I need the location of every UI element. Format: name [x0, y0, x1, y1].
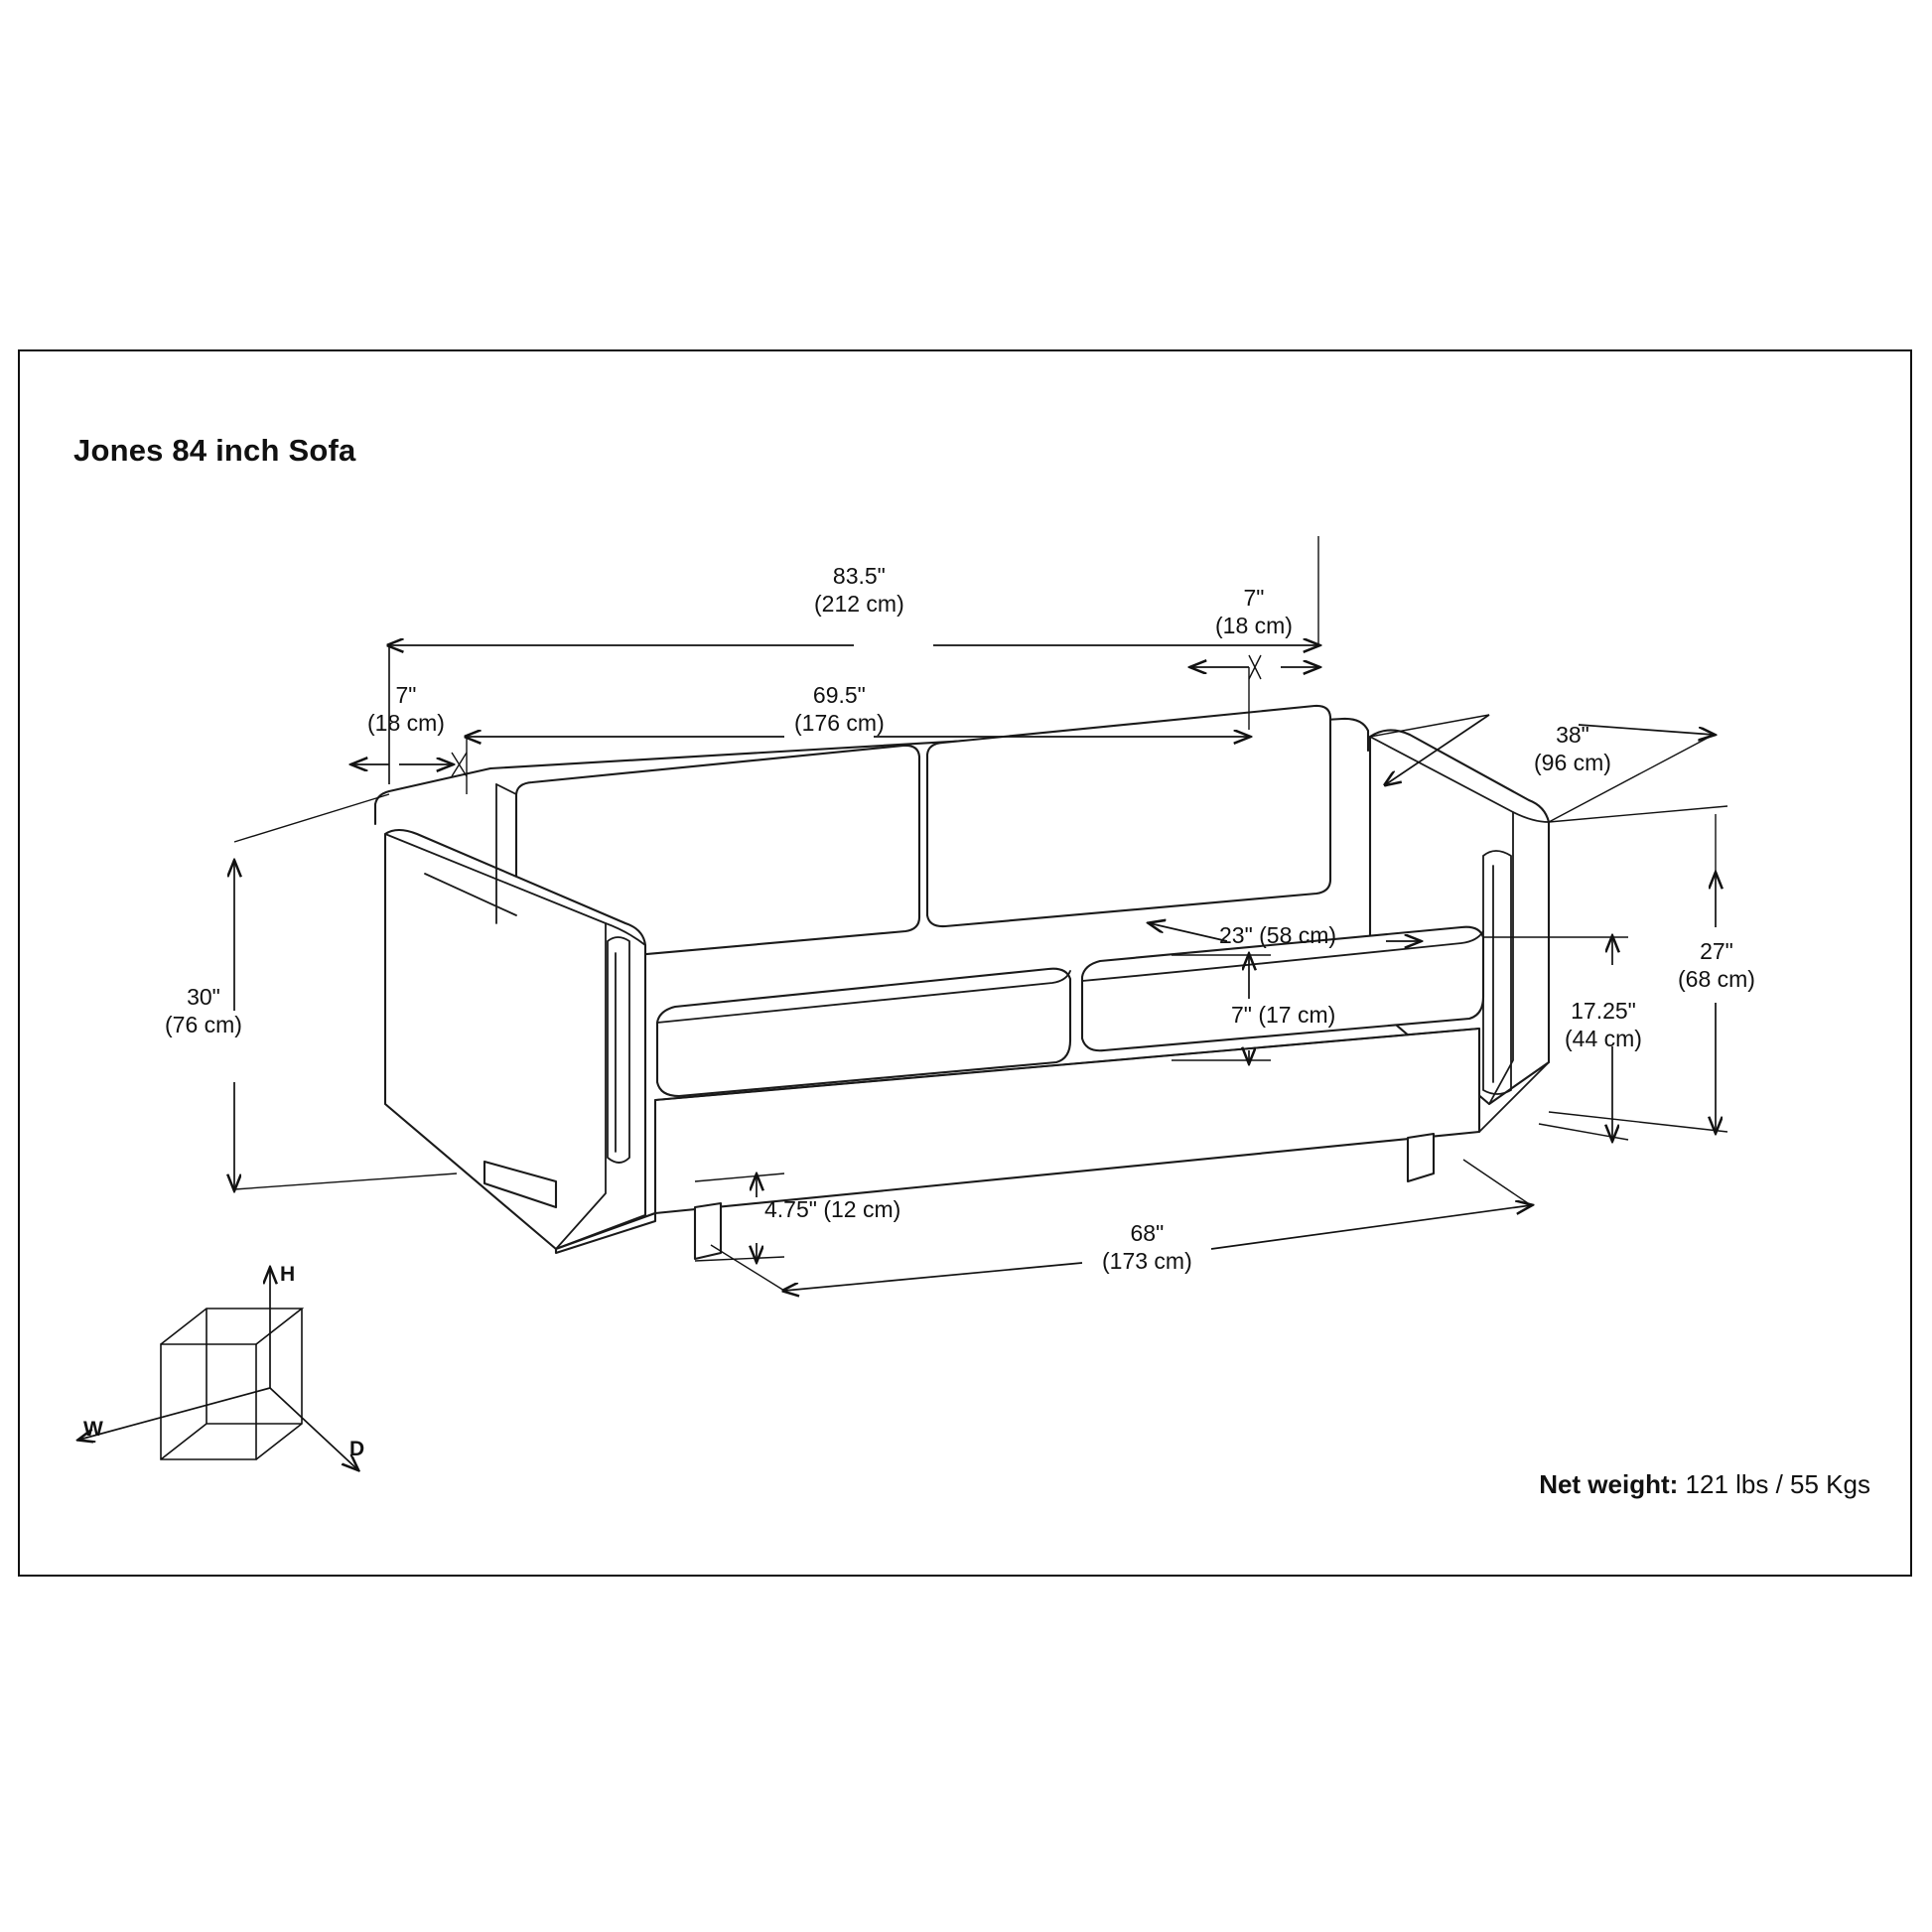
- axis-label-width: W: [83, 1418, 103, 1441]
- dim-overall-height: 30" (76 cm): [165, 984, 242, 1038]
- axis-key-cube: [79, 1269, 357, 1469]
- dim-leg-height: 4.75" (12 cm): [764, 1196, 901, 1222]
- axis-label-depth: D: [349, 1438, 365, 1460]
- dim-arm-width-left: 7" (18 cm): [367, 682, 445, 737]
- net-weight-value: 121 lbs / 55 Kgs: [1685, 1469, 1870, 1499]
- axis-label-height: H: [280, 1263, 296, 1286]
- dim-arm-height: 27" (68 cm): [1678, 938, 1755, 993]
- sofa-illustration: [375, 706, 1549, 1259]
- dim-seat-width: 68" (173 cm): [1102, 1220, 1192, 1275]
- dim-cushion-thickness: 7" (17 cm): [1231, 1002, 1336, 1028]
- net-weight-label: Net weight:: [1539, 1469, 1679, 1499]
- dim-seat-height: 17.25" (44 cm): [1565, 998, 1642, 1052]
- dim-seat-depth: 23" (58 cm): [1219, 922, 1337, 948]
- dim-overall-width: 83.5" (212 cm): [814, 563, 904, 618]
- dim-inside-width: 69.5" (176 cm): [794, 682, 885, 737]
- dim-overall-depth: 38" (96 cm): [1534, 722, 1611, 776]
- dim-arm-width-right: 7" (18 cm): [1215, 585, 1293, 639]
- page-title: Jones 84 inch Sofa: [73, 433, 356, 468]
